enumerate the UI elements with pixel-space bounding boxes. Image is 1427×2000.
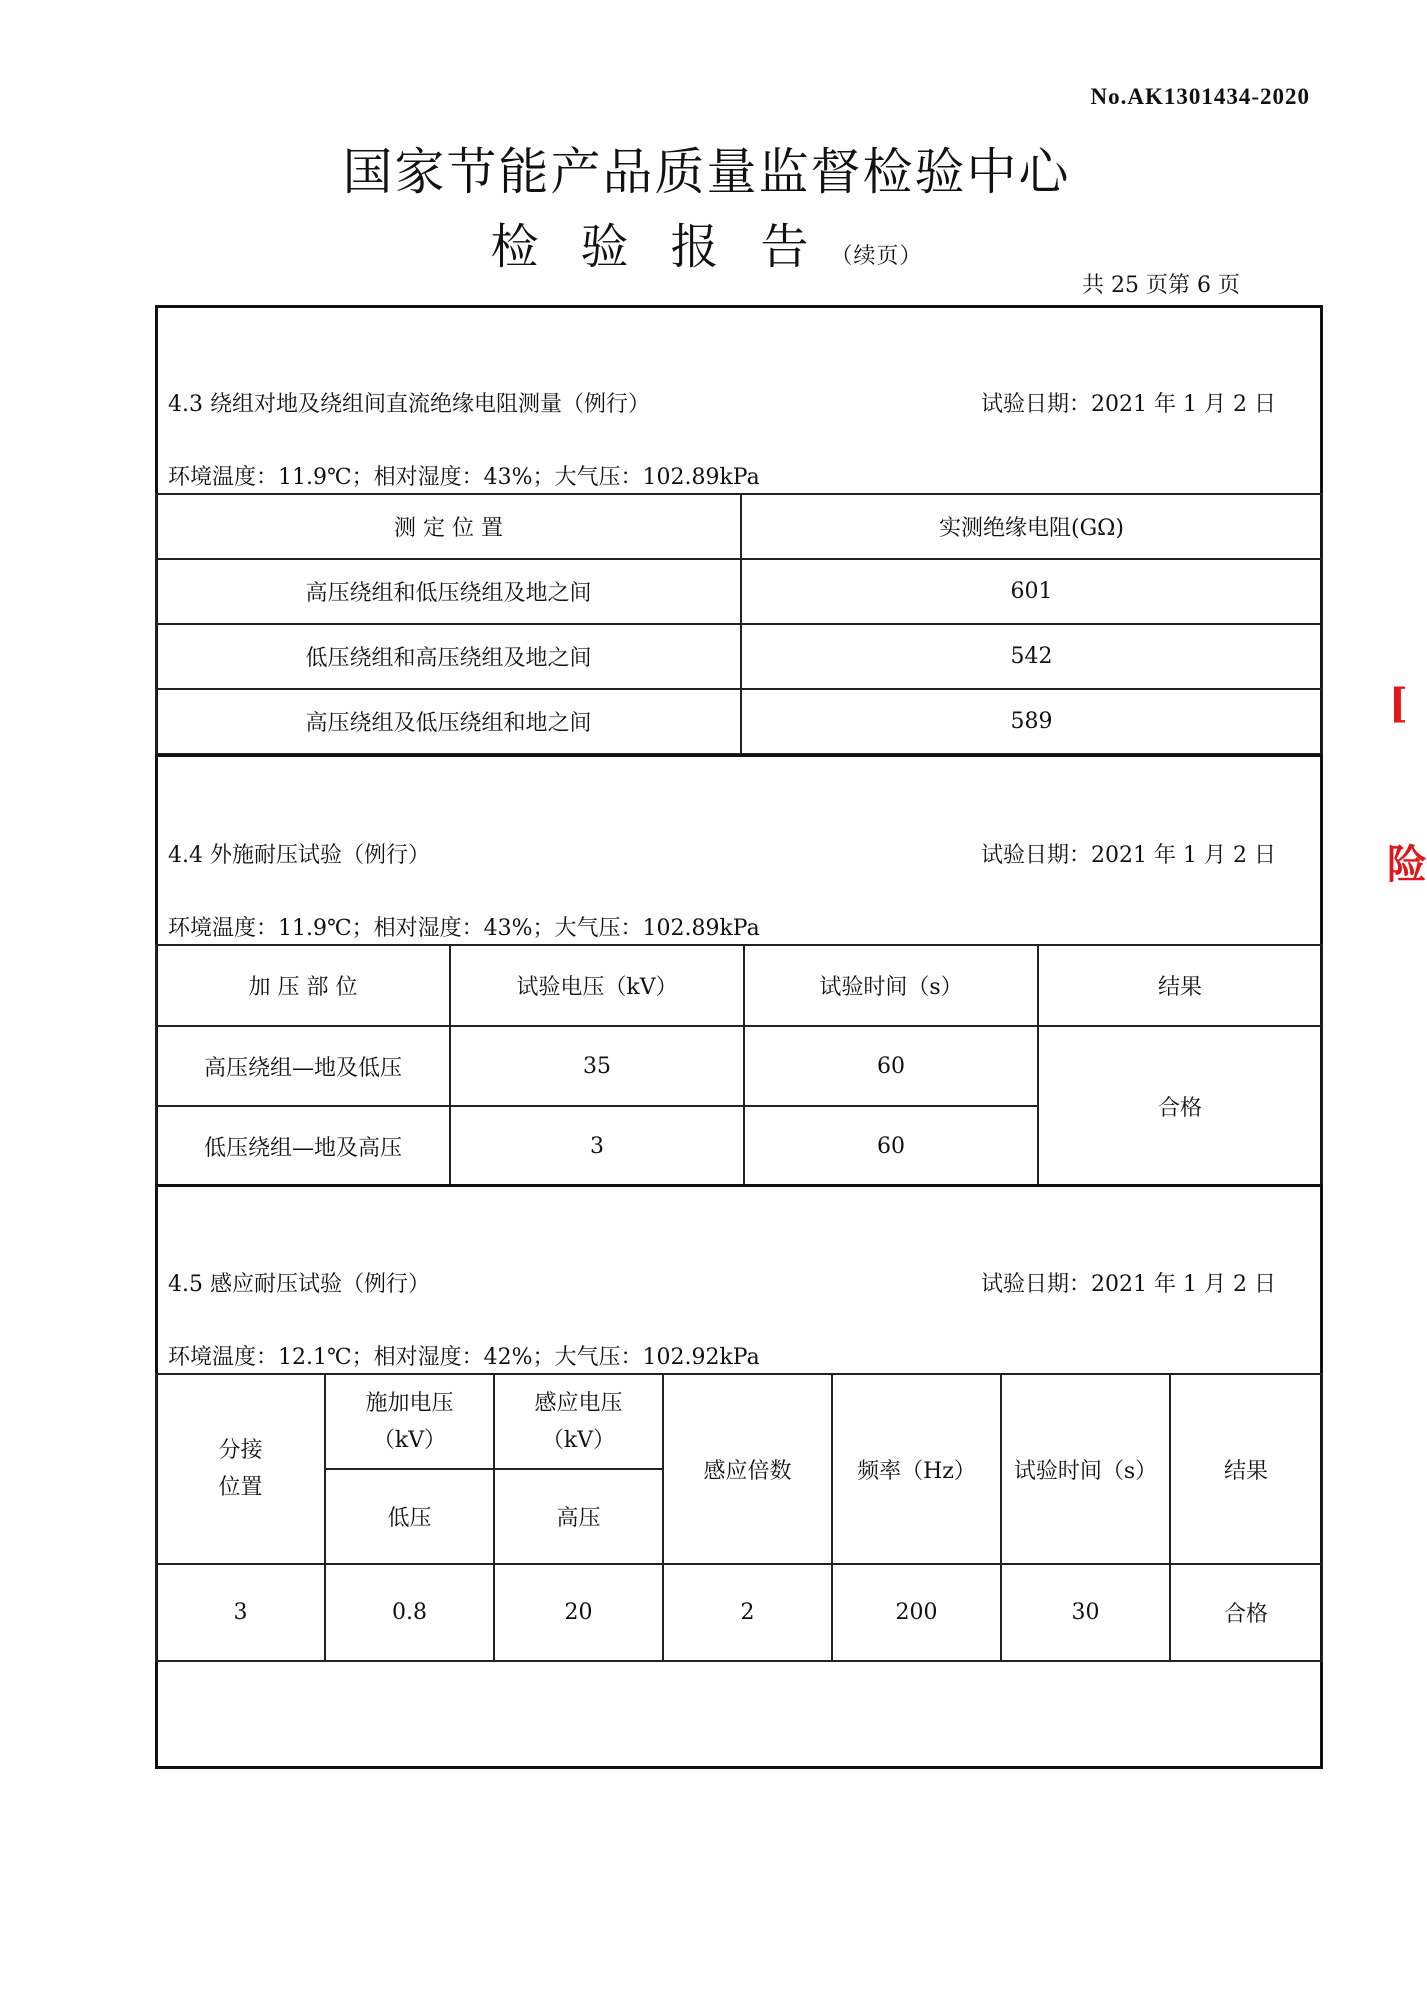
table-header-cell: 试验时间（s） (1001, 1374, 1170, 1564)
table-header-cell: 加 压 部 位 (156, 945, 450, 1026)
table-header-cell: 结果 (1038, 945, 1322, 1026)
table-header-cell: 施加电压 （kV） (325, 1374, 494, 1469)
table-header-cell: 高压 (494, 1469, 663, 1564)
table-header-cell: 试验时间（s） (744, 945, 1038, 1026)
table-header-cell: 分接 位置 (156, 1374, 325, 1564)
section-divider (155, 1184, 1323, 1187)
table-cell: 0.8 (325, 1564, 494, 1661)
table-cell: 542 (741, 624, 1322, 689)
table-header-cell: 感应电压 （kV） (494, 1374, 663, 1469)
table-cell: 35 (450, 1026, 744, 1106)
section-4-3-title: 4.3 绕组对地及绕组间直流绝缘电阻测量（例行） (168, 392, 650, 417)
section-4-3-environment: 环境温度：11.9℃；相对湿度：43%；大气压：102.89kPa (168, 465, 760, 490)
table-cell: 高压绕组—地及低压 (156, 1026, 450, 1106)
table-row (156, 624, 1322, 689)
report-title-line (0, 208, 1413, 277)
section-4-4-environment: 环境温度：11.9℃；相对湿度：43%；大气压：102.89kPa (168, 916, 760, 941)
organization-title: 国家节能产品质量监督检验中心 (342, 143, 1071, 201)
induced-voltage-table (155, 1373, 1323, 1662)
table-cell: 低压绕组—地及高压 (156, 1106, 450, 1186)
page-info: 共 25 页第 6 页 (1082, 273, 1240, 298)
table-row (156, 559, 1322, 624)
table-header-cell: 低压 (325, 1469, 494, 1564)
table-cell: 200 (832, 1564, 1001, 1661)
table-cell: 高压绕组和低压绕组及地之间 (156, 559, 741, 624)
table-row (156, 689, 1322, 754)
insulation-resistance-table (155, 493, 1323, 755)
section-4-5-title: 4.5 感应耐压试验（例行） (168, 1272, 430, 1297)
withstand-voltage-table (155, 944, 1323, 1187)
seal-stamp-fragment: 险 (1387, 841, 1427, 888)
result-cell: 合格 (1038, 1026, 1322, 1186)
seal-stamp-fragment: [ (1389, 680, 1408, 727)
table-row (156, 1564, 1322, 1661)
table-cell: 低压绕组和高压绕组及地之间 (156, 624, 741, 689)
table-cell: 3 (450, 1106, 744, 1186)
table-header-cell: 感应倍数 (663, 1374, 832, 1564)
report-title: 检验报告 (490, 219, 851, 275)
section-4-4-title: 4.4 外施耐压试验（例行） (168, 843, 430, 868)
table-cell: 合格 (1170, 1564, 1322, 1661)
table-cell: 30 (1001, 1564, 1170, 1661)
section-4-4-date: 试验日期：2021 年 1 月 2 日 (981, 843, 1276, 868)
table-cell: 60 (744, 1106, 1038, 1186)
table-header-cell: 频率（Hz） (832, 1374, 1001, 1564)
continued-label: （续页） (830, 244, 923, 269)
table-cell: 20 (494, 1564, 663, 1661)
table-cell: 3 (156, 1564, 325, 1661)
table-header-cell: 结果 (1170, 1374, 1322, 1564)
table-header-cell: 试验电压（kV） (450, 945, 744, 1026)
table-row (156, 1026, 1322, 1106)
section-4-5-environment: 环境温度：12.1℃；相对湿度：42%；大气压：102.92kPa (168, 1345, 760, 1370)
table-cell: 高压绕组及低压绕组和地之间 (156, 689, 741, 754)
table-cell: 589 (741, 689, 1322, 754)
table-header-cell: 测 定 位 置 (156, 494, 741, 559)
report-number: No.AK1301434-2020 (1090, 84, 1310, 109)
section-4-5-date: 试验日期：2021 年 1 月 2 日 (981, 1272, 1276, 1297)
section-divider (155, 754, 1323, 757)
table-cell: 60 (744, 1026, 1038, 1106)
table-header-cell: 实测绝缘电阻(GΩ) (741, 494, 1322, 559)
table-cell: 601 (741, 559, 1322, 624)
table-cell: 2 (663, 1564, 832, 1661)
section-4-3-date: 试验日期：2021 年 1 月 2 日 (981, 392, 1276, 417)
